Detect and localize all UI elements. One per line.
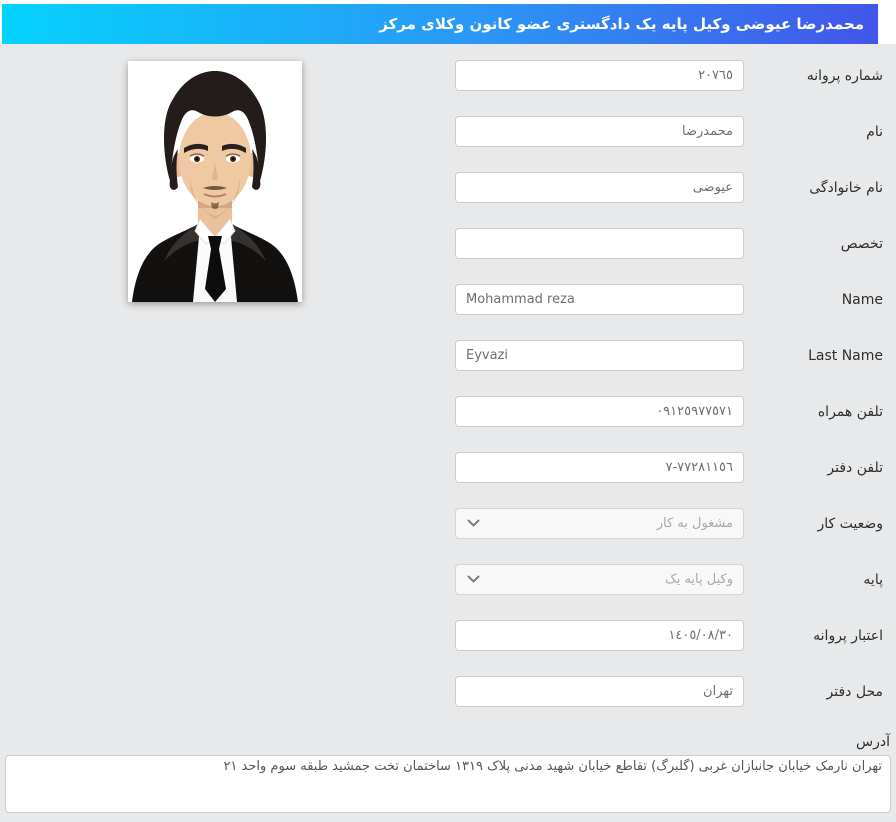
last-name-en-label: Last Name [808,347,883,364]
license-validity-input[interactable] [455,620,744,651]
office-location-label: محل دفتر [826,683,883,700]
portrait-illustration [128,61,302,302]
last-name-label: نام خانوادگی [809,179,883,196]
last-name-input[interactable] [455,172,744,203]
office-phone-input[interactable] [455,452,744,483]
license-number-input[interactable] [455,60,744,91]
address-textarea[interactable] [5,755,891,813]
work-status-label: وضعیت کار [817,515,883,532]
work-status-selected-value: مشغول به کار [656,516,733,531]
office-location-input[interactable] [455,676,744,707]
first-name-input[interactable] [455,116,744,147]
name-en-label: Name [841,291,883,308]
form-row-work-status [0,508,896,539]
mobile-phone-label: تلفن همراه [817,403,883,420]
mobile-phone-input[interactable] [455,396,744,427]
content-area [0,44,896,822]
grade-select[interactable] [455,564,744,595]
chevron-down-icon [467,519,480,528]
form-row-mobile-phone [0,396,896,427]
form-row-office-location [0,676,896,707]
name-en-input[interactable] [455,284,744,315]
specialty-input[interactable] [455,228,744,259]
first-name-label: نام [866,123,883,140]
address-label: آدرس [856,734,890,750]
form-row-license-validity [0,620,896,651]
license-number-label: شماره پروانه [806,67,883,84]
grade-selected-value: وکیل پایه یک [665,572,733,587]
form-row-office-phone [0,452,896,483]
form-row-grade [0,564,896,595]
work-status-select[interactable] [455,508,744,539]
license-validity-label: اعتبار پروانه [813,627,883,644]
specialty-label: تخصص [840,235,883,252]
grade-label: پایه [863,571,883,588]
office-phone-label: تلفن دفتر [827,459,883,476]
form-row-last-name-en [0,340,896,371]
chevron-down-icon [467,575,480,584]
profile-photo [128,61,302,302]
page-title: محمدرضا عیوضی وکیل پایه یک دادگستری عضو کانون وکلای مرکز [2,4,878,44]
last-name-en-input[interactable] [455,340,744,371]
